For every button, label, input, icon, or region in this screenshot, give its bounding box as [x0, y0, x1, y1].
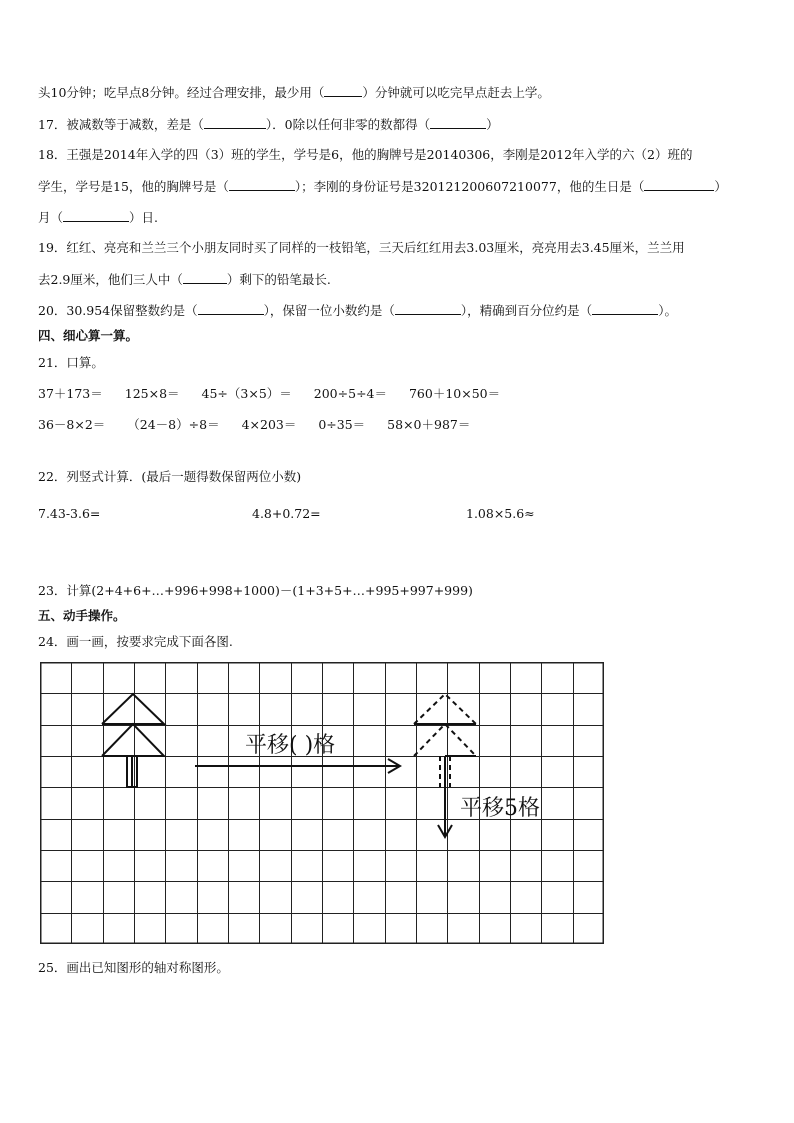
q20-text-1: 20．30.954保留整数约是（	[38, 303, 198, 318]
q16-answer-blank[interactable]	[324, 84, 362, 97]
q21-item: 760＋10×50＝	[408, 386, 501, 401]
q22-item-1: 7.43-3.6=	[38, 506, 101, 521]
q23-text: 23．计算(2+4+6+…+996+998+1000)－(1+3+5+…+995+997+999)	[38, 583, 473, 598]
q16-text-2: ）分钟就可以吃完早点赶去上学。	[362, 85, 550, 100]
q21-item: 45÷（3×5）＝	[201, 386, 292, 401]
q21-item: 58×0＋987＝	[387, 417, 471, 432]
vertical-arrow-label: 平移5格	[460, 796, 540, 821]
q21-item: 36－8×2＝	[38, 417, 106, 432]
q21-row-2	[38, 417, 488, 433]
q18-month-blank[interactable]	[63, 209, 129, 222]
q17-line	[38, 116, 499, 133]
q18-text-2a: 学生，学号是15，他的胸牌号是（	[38, 179, 229, 194]
q20-integer-blank[interactable]	[198, 302, 264, 315]
section-4-heading: 四、细心算一算。	[38, 328, 139, 343]
q25-text: 25．画出已知图形的轴对称图形。	[38, 960, 229, 975]
q17-answer-blank-2[interactable]	[430, 116, 486, 129]
q18-badge-blank[interactable]	[229, 178, 295, 191]
q18-text-2b: ）；李刚的身份证号是320121200607210077，他的生日是（	[294, 179, 645, 194]
q19-line-2	[38, 271, 331, 288]
q18-year-blank[interactable]	[644, 178, 714, 191]
q19-answer-blank[interactable]	[183, 271, 227, 284]
translation-grid[interactable]	[40, 662, 604, 944]
q18-line-3	[38, 209, 158, 226]
q18-text-3a: 月（	[38, 210, 64, 225]
q22-item-2: 4.8+0.72=	[252, 506, 321, 521]
tree-original	[102, 694, 164, 787]
q21-item: 125×8＝	[124, 386, 180, 401]
q24-title: 24．画一画，按要求完成下面各图.	[38, 634, 233, 649]
vertical-arrow	[438, 787, 452, 837]
q17-answer-blank-1[interactable]	[204, 116, 266, 129]
horizontal-arrow-label: 平移( )格	[245, 733, 336, 758]
q19-text-2b: ）剩下的铅笔最长.	[226, 272, 331, 287]
q21-item: 37＋173＝	[38, 386, 103, 401]
q19-text-2a: 去2.9厘米，他们三人中（	[38, 272, 183, 287]
q21-item: （24－8）÷8＝	[127, 417, 220, 432]
q21-item: 0÷35＝	[318, 417, 366, 432]
grid-svg	[40, 662, 604, 944]
q18-text-2c: ）	[714, 179, 727, 194]
q21-item: 200÷5÷4＝	[313, 386, 387, 401]
section-5-heading: 五、动手操作。	[38, 608, 126, 623]
q18-line-2	[38, 178, 727, 195]
q19-line-1: 19．红红、亮亮和兰兰三个小朋友同时买了同样的一枝铅笔，三天后红红用去3.03厘米，亮亮用去3.45厘米，兰兰用	[38, 240, 685, 255]
q20-text-2: ），保留一位小数约是（	[263, 303, 395, 318]
q22-title: 22．列竖式计算．(最后一题得数保留两位小数)	[38, 469, 302, 484]
q20-line	[38, 302, 677, 319]
q20-text-3: ），精确到百分位约是（	[460, 303, 593, 318]
q22-item-3: 1.08×5.6≈	[466, 506, 535, 521]
q18-text-3b: ）日.	[129, 210, 158, 225]
q17-text-3: ）	[486, 117, 499, 132]
q20-tenths-blank[interactable]	[395, 302, 461, 315]
q18-line-1: 18．王强是2014年入学的四（3）班的学生，学号是6，他的胸牌号是20140306，李刚是2012年入学的六（2）班的	[38, 147, 693, 162]
q16-line	[38, 84, 550, 101]
q20-hundredths-blank[interactable]	[592, 302, 658, 315]
q21-row-1	[38, 386, 518, 402]
q21-item: 4×203＝	[241, 417, 297, 432]
q17-text-2: ）．0除以任何非零的数都得（	[265, 117, 431, 132]
q16-text-1: 头10分钟；吃早点8分钟。经过合理安排，最少用（	[38, 85, 325, 100]
q21-title: 21．口算。	[38, 355, 104, 370]
horizontal-arrow	[195, 759, 400, 773]
q17-text-1: 17．被减数等于减数，差是（	[38, 117, 204, 132]
q20-text-4: ）。	[658, 303, 677, 318]
